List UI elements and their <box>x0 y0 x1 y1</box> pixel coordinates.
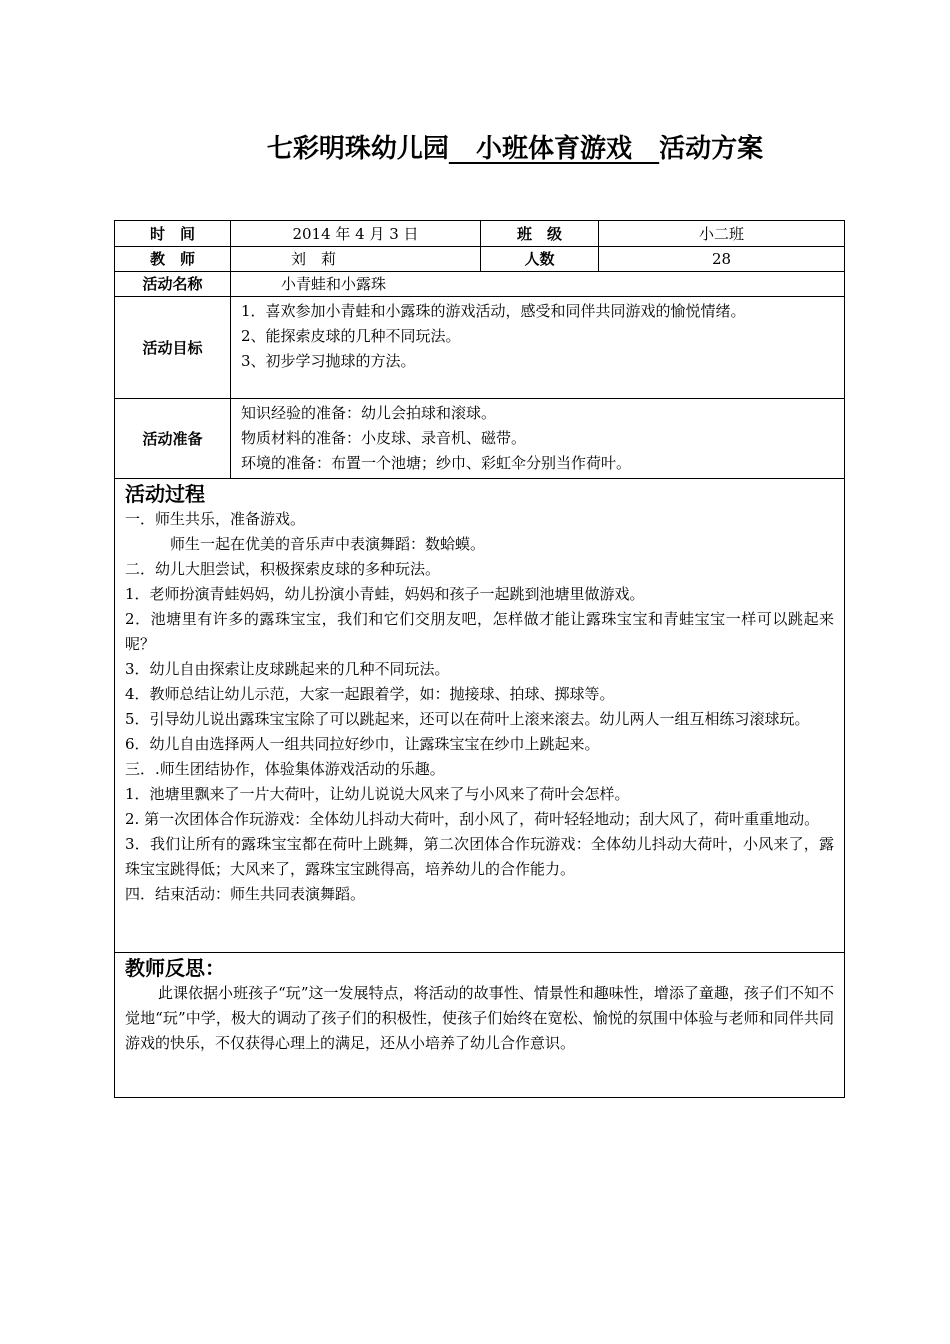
prep-label: 活动准备 <box>115 399 231 479</box>
class-label: 班 级 <box>481 221 599 247</box>
process-step: 5．引导幼儿说出露珠宝宝除了可以跳起来，还可以在荷叶上滚来滚去。幼儿两人一组互相练习滚球玩。 <box>125 710 810 728</box>
process-step: 4．教师总结让幼儿示范，大家一起跟着学，如：抛接球、拍球、掷球等。 <box>125 685 615 703</box>
teacher-label: 教 师 <box>115 247 231 272</box>
goals-content <box>231 297 845 399</box>
process-step: 2. 第一次团体合作玩游戏：全体幼儿抖动大荷叶，刮小风了，荷叶轻轻地动；刮大风了，荷叶重重地动。 <box>125 810 820 828</box>
time-label: 时 间 <box>115 221 231 247</box>
process-step: 1．老师扮演青蛙妈妈，幼儿扮演小青蛙，妈妈和孩子一起跳到池塘里做游戏。 <box>125 585 645 603</box>
activity-name-value: 小青蛙和小露珠 <box>231 272 845 297</box>
time-value: 2014 年 4 月 3 日 <box>231 221 481 247</box>
title-course: 小班体育游戏 <box>475 134 632 164</box>
goal-item: 2、能探索皮球的几种不同玩法。 <box>241 327 461 345</box>
goal-item: 1．喜欢参加小青蛙和小露珠的游戏活动，感受和同伴共同游戏的愉悦情绪。 <box>241 302 746 320</box>
process-label: 活动过程 <box>125 482 205 506</box>
reflection-content <box>115 953 845 1098</box>
reflection-row <box>115 953 845 1098</box>
process-step: 二．幼儿大胆尝试，积极探索皮球的多种玩法。 <box>125 560 441 578</box>
count-label: 人数 <box>481 247 599 272</box>
title-plan: 活动方案 <box>659 134 764 164</box>
prep-item: 环境的准备：布置一个池塘；纱巾、彩虹伞分别当作荷叶。 <box>241 454 632 472</box>
goals-label: 活动目标 <box>115 297 231 399</box>
process-step: 师生一起在优美的音乐声中表演舞蹈：数蛤蟆。 <box>170 535 486 553</box>
process-step: 3．幼儿自由探索让皮球跳起来的几种不同玩法。 <box>125 660 450 678</box>
process-content <box>115 479 845 953</box>
teacher-value: 刘 莉 <box>231 247 481 272</box>
goal-item: 3、初步学习抛球的方法。 <box>241 352 416 370</box>
process-step: 6．幼儿自由选择两人一组共同拉好纱巾，让露珠宝宝在纱巾上跳起来。 <box>125 735 600 753</box>
info-row-name <box>115 272 845 297</box>
info-row-time <box>115 221 845 247</box>
goals-row <box>115 297 845 399</box>
reflection-label: 教师反思： <box>125 956 225 980</box>
document-title <box>0 128 950 165</box>
count-value: 28 <box>599 247 845 272</box>
process-step: 3．我们让所有的露珠宝宝都在荷叶上跳舞，第二次团体合作玩游戏：全体幼儿抖动大荷叶，小风来了，露珠宝宝跳得低；大风来了，露珠宝宝跳得高，培养幼儿的合作能力。 <box>125 835 834 878</box>
title-school: 七彩明珠幼儿园 <box>266 134 449 164</box>
class-value: 小二班 <box>599 221 845 247</box>
activity-plan-table <box>114 220 845 1098</box>
reflection-text: 此课依据小班孩子“玩”这一发展特点，将活动的故事性、情景性和趣味性，增添了童趣，孩子们不知不觉地“玩”中学，极大的调动了孩子们的积极性，使孩子们始终在宽松、愉悦的氛围中体验与老师和同伴共同游戏的快乐，不仅获得心理上的满足，还从小培养了幼儿合作意识。 <box>125 984 834 1052</box>
prep-item: 物质材料的准备：小皮球、录音机、磁带。 <box>241 429 527 447</box>
process-step: 1．池塘里飘来了一片大荷叶，让幼儿说说大风来了与小风来了荷叶会怎样。 <box>125 785 630 803</box>
activity-name-label: 活动名称 <box>115 272 231 297</box>
process-row <box>115 479 845 953</box>
process-step: 四．结束活动：师生共同表演舞蹈。 <box>125 885 366 903</box>
prep-item: 知识经验的准备：幼儿会拍球和滚球。 <box>241 404 497 422</box>
prep-content <box>231 399 845 479</box>
process-step: 2．池塘里有许多的露珠宝宝，我们和它们交朋友吧，怎样做才能让露珠宝宝和青蛙宝宝一样可以跳起来呢？ <box>125 610 834 653</box>
process-step: 一．师生共乐，准备游戏。 <box>125 510 306 528</box>
process-step: 三．.师生团结协作，体验集体游戏活动的乐趣。 <box>125 760 445 778</box>
prep-row <box>115 399 845 479</box>
info-row-teacher <box>115 247 845 272</box>
